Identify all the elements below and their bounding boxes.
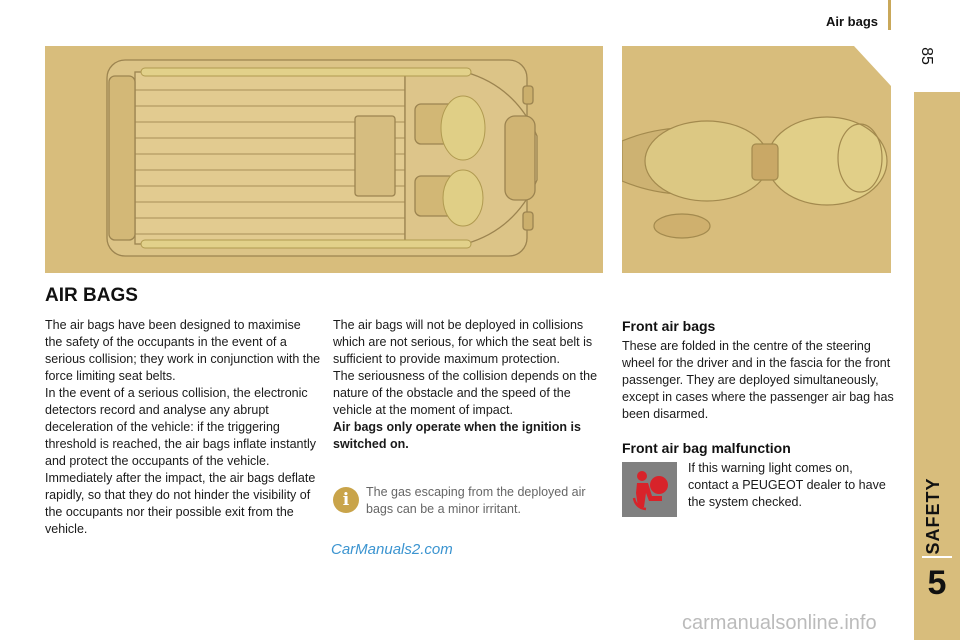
front-air-bags-heading: Front air bags <box>622 318 716 334</box>
intro-paragraph-1: The air bags have been designed to maximise the safety of the occupants in the event of a serious collision; they work in conjunction with the force limiting seat belts. <box>45 318 321 383</box>
deployment-column <box>333 317 609 453</box>
page-number: 85 <box>918 47 935 65</box>
airbag-warning-light <box>622 462 677 517</box>
info-icon: i <box>333 487 359 513</box>
van-top-view-illustration <box>45 46 603 273</box>
watermark-carmanuals2: CarManuals2.com <box>331 541 453 558</box>
chapter-tab-rule <box>922 556 952 558</box>
gas-irritant-note: The gas escaping from the deployed air bags can be a minor irritant. <box>366 485 586 516</box>
watermark-carmanualsonline: carmanualsonline.info <box>682 612 877 634</box>
chapter-number: 5 <box>927 564 947 602</box>
running-header: Air bags <box>826 14 879 29</box>
intro-column <box>45 317 321 538</box>
front-air-bags-text: These are folded in the centre of the steering wheel for the driver and in the fascia for the front passenger. They are deployed simultaneously, except in cases where the passenger air bag has been disarmed. <box>622 339 894 421</box>
airbag-warning-icon <box>622 462 677 517</box>
deployment-paragraph-1: The air bags will not be deployed in collisions which are not serious, for which the seat belt is sufficient to provide maximum protection. <box>333 318 593 366</box>
dashboard-airbags-drawing <box>622 46 891 273</box>
deployment-paragraph-2: The seriousness of the collision depends on the nature of the obstacle and the speed of the vehicle at the moment of impact. <box>333 369 598 417</box>
malfunction-heading: Front air bag malfunction <box>622 440 791 456</box>
section-title: AIR BAGS <box>45 285 138 306</box>
van-top-view-drawing <box>45 46 603 273</box>
chapter-tab-label: SAFETY <box>923 477 943 555</box>
intro-paragraph-2: In the event of a serious collision, the electronic detectors record and analyse any abrupt deceleration of the vehicle: if the triggering threshold is reached, the air bags inflate instantly and protect the occupants of the vehicle. <box>45 386 316 468</box>
intro-paragraph-3: Immediately after the impact, the air bags deflate rapidly, so that they do not hinder the visibility of the occupants nor their possible exit from the vehicle. <box>45 471 316 536</box>
dashboard-airbags-illustration <box>622 46 891 273</box>
header-rule <box>888 0 891 30</box>
malfunction-text: If this warning light comes on, contact a PEUGEOT dealer to have the system checked. <box>688 461 886 509</box>
ignition-note: Air bags only operate when the ignition is switched on. <box>333 420 581 451</box>
